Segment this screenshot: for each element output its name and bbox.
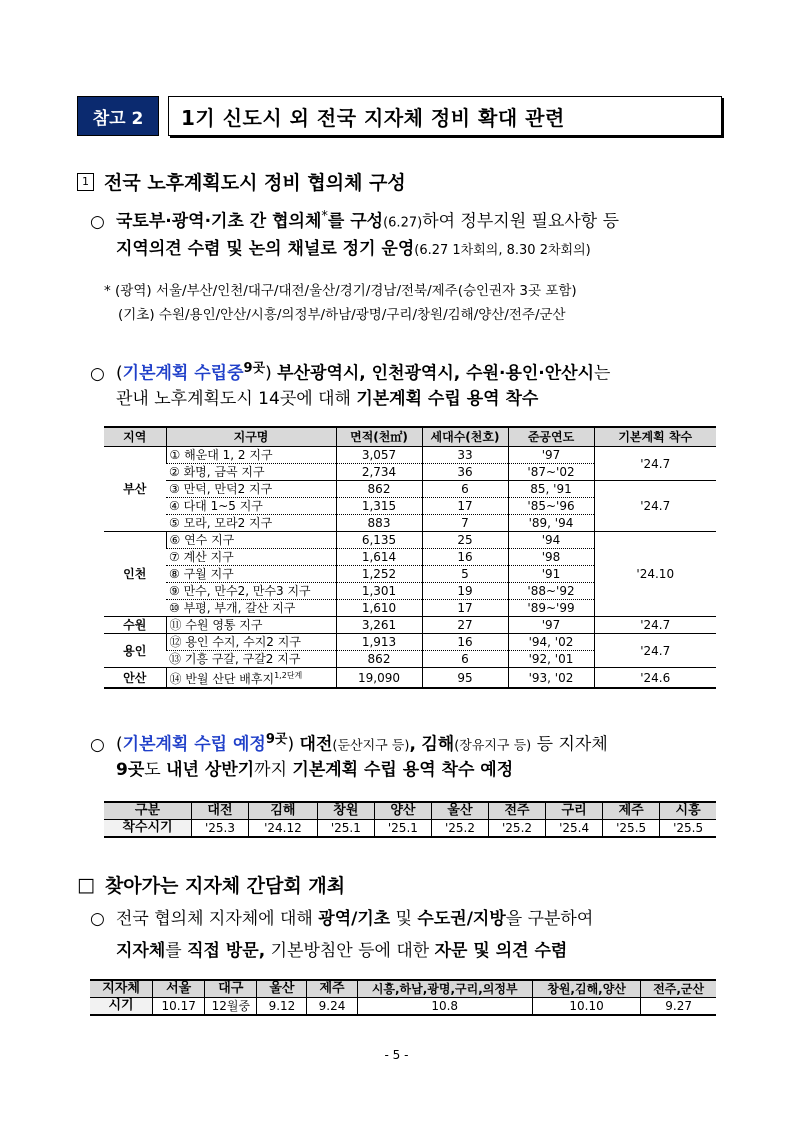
table-cell: '25.5 (603, 820, 660, 838)
district-name: ① 해운대 1, 2 지구 (166, 447, 336, 464)
table-row (104, 447, 716, 464)
households-cell: 19 (422, 583, 508, 600)
s2-t3: 을 구분하여 (505, 909, 594, 929)
district-name-text: ⑭ 반월 산단 배후지 (169, 672, 275, 686)
bullet1-rest: 하여 정부지원 필요사항 등 (422, 211, 620, 232)
table-row (90, 998, 716, 1016)
area-cell: 1,913 (336, 634, 422, 651)
table-cell: '24.12 (248, 820, 317, 838)
table-header: 시흥,하남,광명,구리,의정부 (357, 980, 532, 998)
table-header-row (104, 802, 716, 820)
district-name: ② 화명, 금곡 지구 (166, 464, 336, 481)
households-cell: 17 (422, 498, 508, 515)
bullet1-bold1: 국토부·광역·기초 간 협의체 (116, 211, 322, 232)
bullet2-blue: 기본계획 수립중 (122, 363, 244, 384)
s2-l2-b1: 지자체 (116, 941, 166, 961)
bullet3-line2 (116, 753, 513, 788)
bullet1-line2-small: (6.27 1차회의, 8.30 2차회의) (414, 243, 591, 258)
table-header: 전주 (488, 802, 545, 820)
s2-l2-b3: 자문 및 의견 수렴 (434, 941, 568, 961)
households-cell: 16 (422, 549, 508, 566)
bullet2-close: ) (265, 363, 272, 384)
bullet2-line2 (116, 382, 538, 417)
row-label: 시기 (90, 998, 153, 1016)
table-header: 구분 (104, 802, 191, 820)
year-cell: '92, '01 (508, 651, 594, 668)
row-label: 착수시기 (104, 820, 191, 838)
table-row (104, 481, 716, 498)
district-name: ⑦ 계산 지구 (166, 549, 336, 566)
table-cell: '25.2 (488, 820, 545, 838)
table-row (104, 820, 716, 838)
bullet1-line2 (116, 232, 591, 268)
table-header: 제주 (307, 980, 357, 998)
district-name: ⑬ 기흥 구갈, 구갈2 지구 (166, 651, 336, 668)
bullet3-comma: , (409, 734, 416, 755)
table-header-row (90, 980, 716, 998)
district-name: ⑪ 수원 영통 지구 (166, 617, 336, 634)
bullet3-sup: 9곳 (265, 732, 288, 747)
bullet3-b2: 김해 (421, 734, 455, 755)
area-cell: 862 (336, 481, 422, 498)
area-cell: 1,614 (336, 549, 422, 566)
bullet3-s2: (장유지구 등) (454, 738, 532, 754)
region-cell: 용인 (104, 634, 166, 668)
table-header: 대구 (205, 980, 257, 998)
section2-heading (77, 871, 345, 898)
table-cell: '25.4 (546, 820, 603, 838)
households-cell: 36 (422, 464, 508, 481)
bullet2-open: ( (116, 363, 123, 384)
section2-title: 찾아가는 지자체 간담회 개최 (104, 875, 346, 897)
table-header: 울산 (431, 802, 488, 820)
year-cell: '89~'99 (508, 600, 594, 617)
households-cell: 6 (422, 481, 508, 498)
bullet1-date: (6.27) (383, 215, 423, 231)
households-cell: 6 (422, 651, 508, 668)
district-name: ⑨ 만수, 만수2, 만수3 지구 (166, 583, 336, 600)
table-cell: '25.5 (660, 820, 716, 838)
title-row (77, 96, 722, 136)
plan-table (104, 426, 716, 689)
bullet3-open: ( (116, 734, 123, 755)
table-cell: '25.1 (374, 820, 431, 838)
table-header: 서울 (153, 980, 205, 998)
table-cell: '25.3 (191, 820, 248, 838)
district-name: ⑧ 구월 지구 (166, 566, 336, 583)
households-cell: 33 (422, 447, 508, 464)
schedule-table (104, 801, 716, 838)
table-header: 기본계획 착수 (594, 427, 716, 447)
region-cell: 인천 (104, 532, 166, 617)
section1-title: 전국 노후계획도시 정비 협의체 구성 (104, 172, 406, 194)
bullet2-bold: 부산광역시, 인천광역시, 수원·용인·안산시 (277, 363, 595, 384)
year-cell: '94 (508, 532, 594, 549)
table-row (104, 617, 716, 634)
bullet-marker: ○ (90, 363, 105, 384)
s2-b1: 광역/기초 (318, 909, 391, 929)
bullet2-tail: 는 (594, 363, 611, 384)
year-cell: 85, '91 (508, 481, 594, 498)
bullet2-line2-bold: 기본계획 수립 용역 착수 (356, 389, 539, 409)
table-header: 구리 (546, 802, 603, 820)
title-badge: 참고 2 (77, 96, 159, 136)
area-cell: 1,301 (336, 583, 422, 600)
year-cell: '88~'92 (508, 583, 594, 600)
year-cell: '85~'96 (508, 498, 594, 515)
households-cell: 25 (422, 532, 508, 549)
bullet3-b1: 대전 (299, 734, 333, 755)
start-cell: '24.10 (594, 532, 716, 617)
year-cell: '91 (508, 566, 594, 583)
district-name: ⑫ 용인 수지, 수지2 지구 (166, 634, 336, 651)
district-sup: 1,2단계 (274, 671, 303, 680)
bullet3-l2-b2: 내년 상반기 (166, 760, 255, 780)
table-header: 창원 (317, 802, 374, 820)
bullet-marker: ○ (90, 211, 105, 232)
section2-bullet-line1 (90, 902, 593, 937)
table-header: 면적(천㎡) (336, 427, 422, 447)
bullet-marker: ○ (90, 734, 105, 755)
table-header: 양산 (374, 802, 431, 820)
district-name: ⑤ 모라, 모라2 지구 (166, 515, 336, 532)
area-cell: 3,261 (336, 617, 422, 634)
table-cell: 9.27 (641, 998, 716, 1016)
households-cell: 16 (422, 634, 508, 651)
households-cell: 17 (422, 600, 508, 617)
table-header: 시흥 (660, 802, 716, 820)
bullet1-bold2: 를 구성 (327, 211, 384, 232)
area-cell: 1,610 (336, 600, 422, 617)
page-title: 1기 신도시 외 전국 지자체 정비 확대 관련 (168, 96, 722, 136)
table-cell: '25.1 (317, 820, 374, 838)
bullet2-line2-text: 관내 노후계획도시 14곳에 대해 (116, 389, 351, 409)
start-cell: '24.7 (594, 634, 716, 668)
table-header: 지역 (104, 427, 166, 447)
region-cell: 부산 (104, 447, 166, 532)
note-line2: (기초) 수원/용인/안산/시흥/의정부/하남/광명/구리/창원/김해/양산/전주/군산 (118, 307, 566, 323)
table-cell: 10.8 (357, 998, 532, 1016)
bullet3-l2-t2: 까지 (254, 760, 287, 780)
page-number: - 5 - (384, 1048, 409, 1062)
start-cell: '24.6 (594, 668, 716, 689)
year-cell: '94, '02 (508, 634, 594, 651)
bullet3-l2-b1: 9곳 (116, 760, 145, 780)
s2-t2: 및 (395, 909, 413, 929)
section1-number-box: 1 (77, 173, 94, 191)
households-cell: 7 (422, 515, 508, 532)
start-cell: '24.7 (594, 447, 716, 481)
district-name: ③ 만덕, 만덕2 지구 (166, 481, 336, 498)
table-header: 김해 (248, 802, 317, 820)
households-cell: 95 (422, 668, 508, 689)
table-cell: 12월중 (205, 998, 257, 1016)
table-header: 창원,김해,양산 (532, 980, 641, 998)
s2-b2: 수도권/지방 (417, 909, 506, 929)
bullet3-rest: 등 지자체 (536, 734, 608, 755)
region-cell: 안산 (104, 668, 166, 689)
table-header: 전주,군산 (641, 980, 716, 998)
bullet1-sup: * (321, 209, 328, 224)
district-name: ④ 다대 1~5 지구 (166, 498, 336, 515)
area-cell: 2,734 (336, 464, 422, 481)
bullet3-l2-b3: 기본계획 수립 용역 착수 예정 (292, 760, 514, 780)
section2-box: □ (77, 873, 95, 896)
table-header-row (104, 427, 716, 447)
district-name: ⑥ 연수 지구 (166, 532, 336, 549)
table-row (104, 532, 716, 549)
s2-l2-b2: 직접 방문, (187, 941, 266, 961)
table-cell: 9.24 (307, 998, 357, 1016)
table-cell: 10.17 (153, 998, 205, 1016)
year-cell: '87~'02 (508, 464, 594, 481)
area-cell: 1,315 (336, 498, 422, 515)
bullet3-blue: 기본계획 수립 예정 (122, 734, 266, 755)
table-header: 지구명 (166, 427, 336, 447)
section2-bullet-line2 (116, 934, 567, 969)
area-cell: 6,135 (336, 532, 422, 549)
district-name (166, 668, 336, 689)
households-cell: 5 (422, 566, 508, 583)
table-header: 제주 (603, 802, 660, 820)
table-row (104, 668, 716, 689)
start-cell: '24.7 (594, 481, 716, 532)
year-cell: '97 (508, 447, 594, 464)
region-cell: 수원 (104, 617, 166, 634)
table-cell: 9.12 (257, 998, 307, 1016)
area-cell: 1,252 (336, 566, 422, 583)
table-cell: 10.10 (532, 998, 641, 1016)
year-cell: '93, '02 (508, 668, 594, 689)
table-header: 준공연도 (508, 427, 594, 447)
table-cell: '25.2 (431, 820, 488, 838)
table-row (104, 634, 716, 651)
meeting-table (90, 979, 716, 1016)
bullet2-sup: 9곳 (243, 361, 266, 376)
district-name: ⑩ 부평, 부개, 갈산 지구 (166, 600, 336, 617)
year-cell: '98 (508, 549, 594, 566)
s2-t1: 전국 협의체 지자체에 대해 (116, 909, 313, 929)
bullet3-l2-t1: 도 (144, 760, 161, 780)
bullet1-line2-bold: 지역의견 수렴 및 논의 채널로 정기 운영 (116, 239, 415, 259)
section1-heading (77, 168, 406, 195)
table-header: 세대수(천호) (422, 427, 508, 447)
table-header: 울산 (257, 980, 307, 998)
s2-l2-t2: 기본방침안 등에 대한 (270, 941, 430, 961)
bullet-marker: ○ (90, 909, 105, 929)
area-cell: 862 (336, 651, 422, 668)
area-cell: 19,090 (336, 668, 422, 689)
table-header: 지자체 (90, 980, 153, 998)
s2-l2-t1: 를 (165, 941, 182, 961)
year-cell: '97 (508, 617, 594, 634)
table-header: 대전 (191, 802, 248, 820)
area-cell: 3,057 (336, 447, 422, 464)
year-cell: '89, '94 (508, 515, 594, 532)
bullet3-s1: (둔산지구 등) (332, 738, 410, 754)
households-cell: 27 (422, 617, 508, 634)
area-cell: 883 (336, 515, 422, 532)
bullet3-close: ) (287, 734, 295, 755)
note-line1: * (광역) 서울/부산/인천/대구/대전/울산/경기/경남/전북/제주(승인권자 3곳 포함) (104, 283, 577, 299)
start-cell: '24.7 (594, 617, 716, 634)
